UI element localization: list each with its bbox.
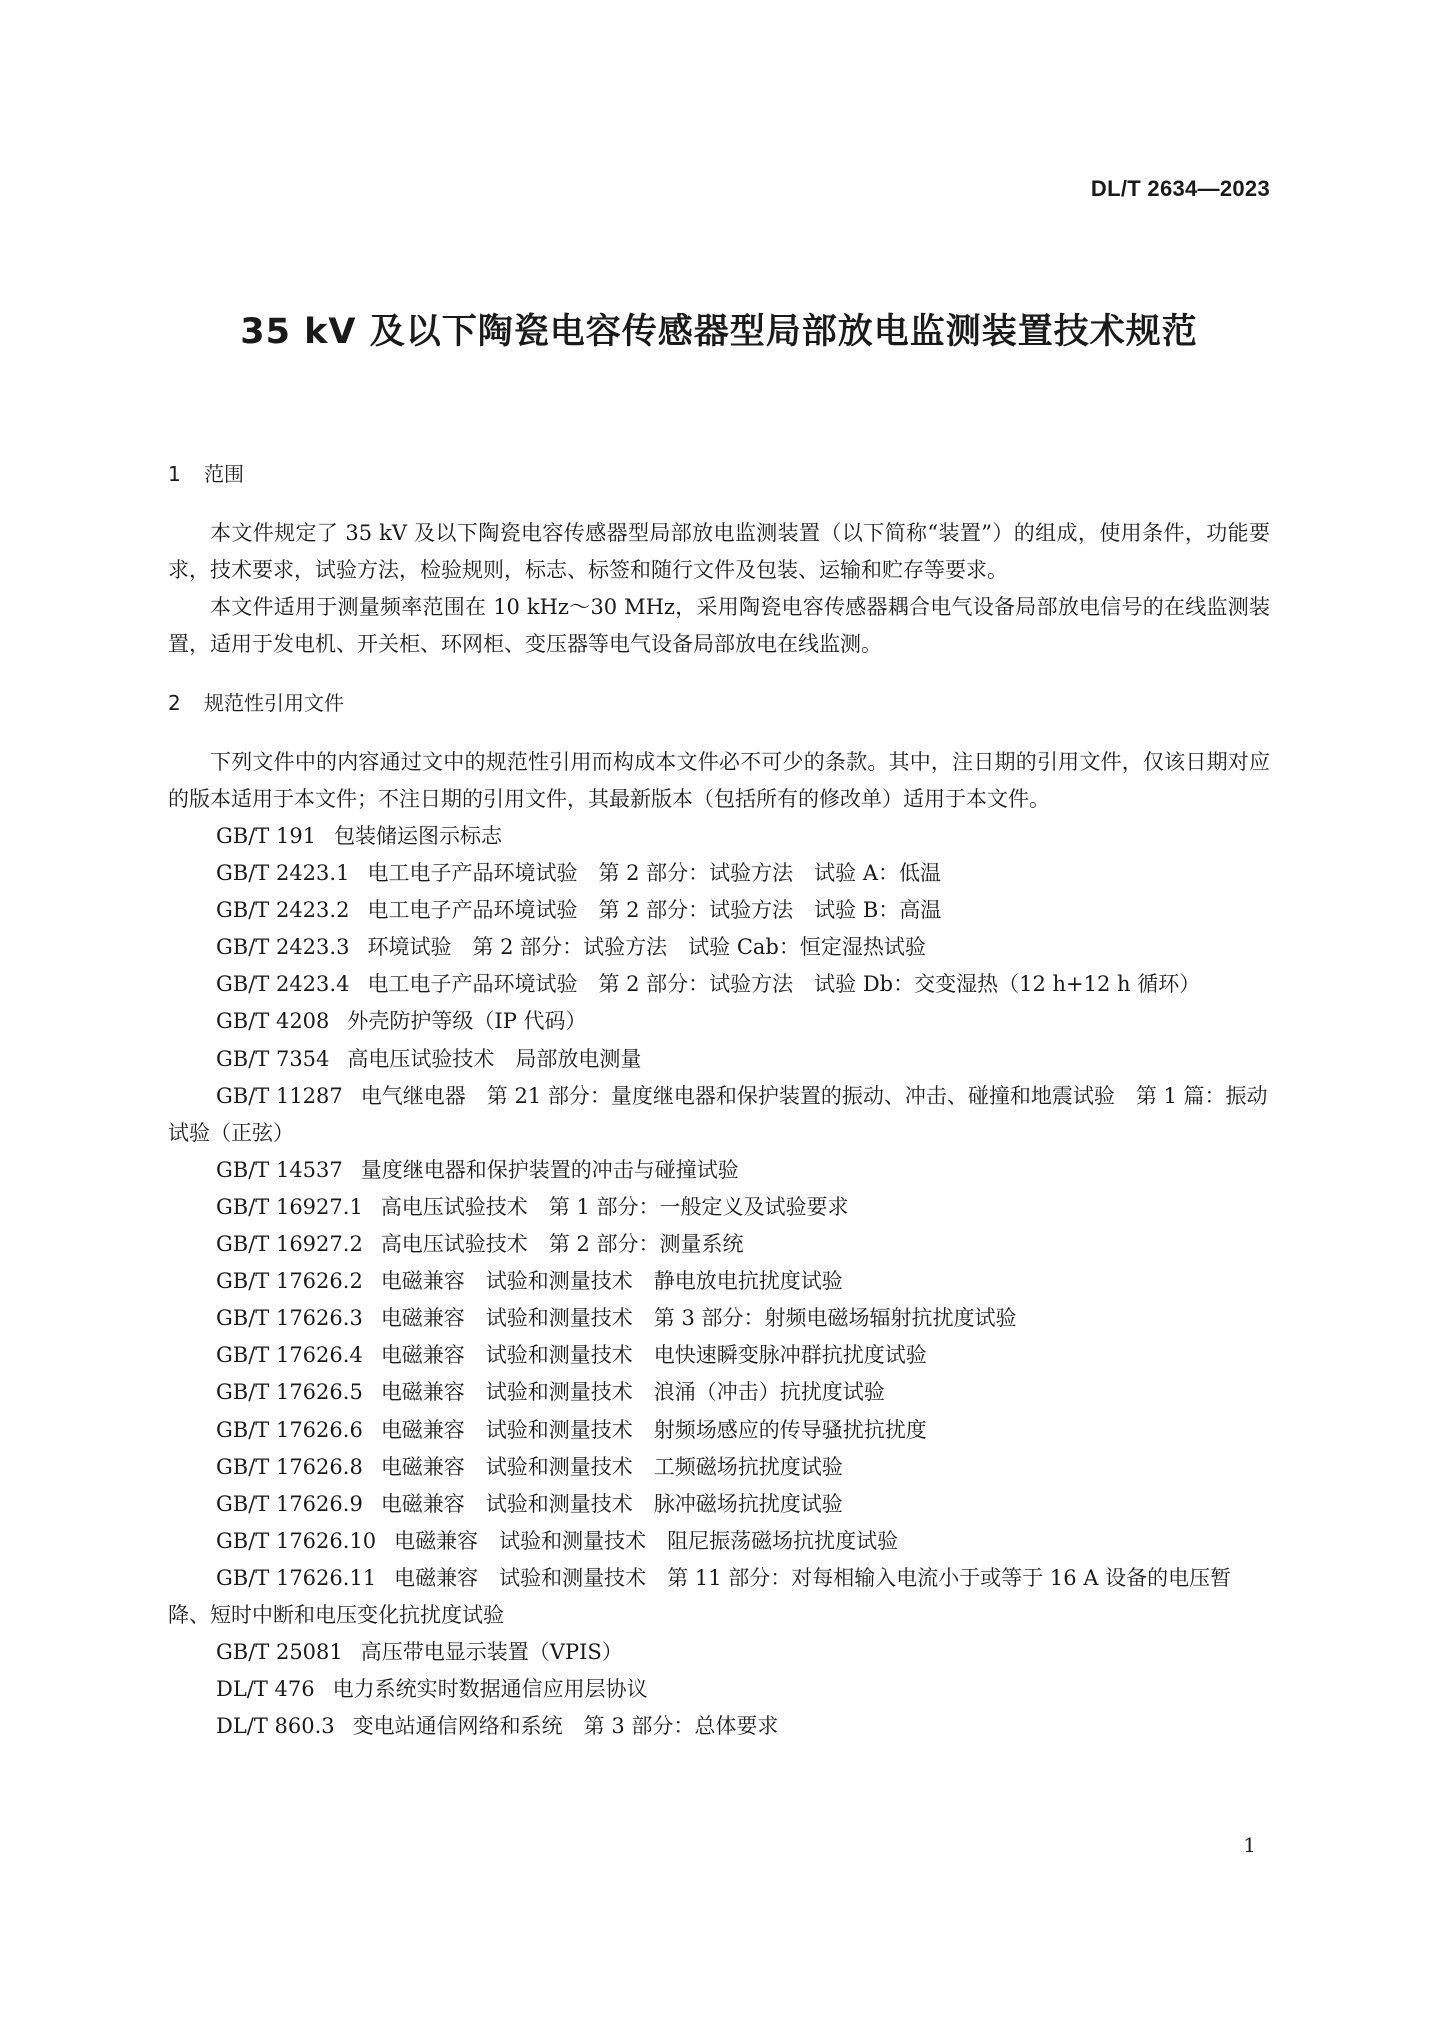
reference-code: GB/T 2423.4: [216, 972, 350, 997]
reference-code: GB/T 4208: [216, 1009, 330, 1034]
reference-code: DL/T 476: [216, 1677, 315, 1702]
reference-code: GB/T 17626.4: [216, 1343, 363, 1368]
reference-code: GB/T 17626.8: [216, 1454, 363, 1479]
reference-title: 变电站通信网络和系统 第 3 部分：总体要求: [352, 1714, 779, 1739]
reference-title: 电磁兼容 试验和测量技术 静电放电抗扰度试验: [380, 1269, 843, 1294]
reference-item: [216, 855, 1270, 892]
reference-item: [216, 1226, 1270, 1263]
reference-item: [216, 1374, 1270, 1411]
reference-code: GB/T 17626.6: [216, 1417, 363, 1442]
reference-item: [216, 966, 1270, 1003]
section-number: 2: [168, 691, 181, 715]
reference-title: 高电压试验技术 第 1 部分：一般定义及试验要求: [380, 1194, 849, 1219]
reference-item: [216, 818, 1270, 855]
standard-code: DL/T 2634—2023: [1090, 176, 1270, 201]
reference-title: 外壳防护等级（IP 代码）: [347, 1009, 587, 1034]
reference-title: 电工电子产品环境试验 第 2 部分：试验方法 试验 Db：交变湿热（12 h+12 h 循环）: [367, 972, 1201, 997]
reference-title: 包装储运图示标志: [334, 824, 503, 848]
reference-title: 量度继电器和保护装置的冲击与碰撞试验: [360, 1157, 739, 1182]
document-title: 35 kV 及以下陶瓷电容传感器型局部放电监测装置技术规范: [240, 312, 1198, 352]
reference-code: GB/T 25081: [216, 1640, 343, 1665]
reference-item: [216, 929, 1270, 966]
reference-item: [216, 1449, 1270, 1486]
section-title: 范围: [204, 462, 244, 486]
reference-item: [216, 1003, 1270, 1040]
reference-title: 高电压试验技术 局部放电测量: [347, 1046, 642, 1071]
reference-item: [216, 1523, 1270, 1560]
reference-item: [216, 1263, 1270, 1300]
reference-title: 电磁兼容 试验和测量技术 工频磁场抗扰度试验: [380, 1454, 843, 1479]
reference-title: 高压带电显示装置（VPIS）: [360, 1640, 623, 1665]
reference-code: GB/T 2423.2: [216, 898, 350, 923]
reference-code: GB/T 16927.1: [216, 1194, 363, 1219]
reference-title: 电磁兼容 试验和测量技术 第 11 部分：对每相输入电流小于或等于 16 A 设备的电压暂降、短时中断和电压变化抗扰度试验: [168, 1565, 1232, 1627]
section-number: 1: [168, 462, 181, 486]
reference-item: [216, 1634, 1270, 1671]
reference-title: 电磁兼容 试验和测量技术 浪涌（冲击）抗扰度试验: [380, 1380, 885, 1405]
reference-code: GB/T 2423.3: [216, 935, 350, 960]
reference-title: 电磁兼容 试验和测量技术 脉冲磁场抗扰度试验: [380, 1491, 843, 1516]
reference-code: GB/T 17626.3: [216, 1306, 363, 1331]
reference-item: [216, 1152, 1270, 1189]
page-number: 1: [1243, 1833, 1256, 1857]
reference-code: GB/T 16927.2: [216, 1232, 363, 1257]
reference-list: [168, 818, 1270, 1745]
reference-title: 电磁兼容 试验和测量技术 射频场感应的传导骚扰抗扰度: [380, 1417, 927, 1442]
reference-title: 电磁兼容 试验和测量技术 电快速瞬变脉冲群抗扰度试验: [380, 1343, 927, 1368]
reference-title: 电工电子产品环境试验 第 2 部分：试验方法 试验 B：高温: [367, 898, 942, 923]
reference-item: [216, 1412, 1270, 1449]
reference-code: GB/T 2423.1: [216, 861, 350, 886]
reference-item: [216, 1486, 1270, 1523]
reference-item: [216, 1300, 1270, 1337]
references-intro: 下列文件中的内容通过文中的规范性引用而构成本文件必不可少的条款。其中，注日期的引用文件，仅该日期对应的版本适用于本文件；不注日期的引用文件，其最新版本（包括所有的修改单）适用于本文件。: [168, 750, 1270, 811]
reference-code: GB/T 11287: [216, 1083, 343, 1108]
reference-title: 电磁兼容 试验和测量技术 第 3 部分：射频电磁场辐射抗扰度试验: [380, 1306, 1017, 1331]
reference-title: 电工电子产品环境试验 第 2 部分：试验方法 试验 A：低温: [367, 861, 942, 886]
reference-item: [216, 1189, 1270, 1226]
reference-code: GB/T 191: [216, 824, 317, 848]
reference-item: [168, 1560, 1270, 1634]
reference-item: [216, 1671, 1270, 1708]
reference-code: GB/T 17626.11: [216, 1565, 377, 1590]
scope-paragraph: 本文件适用于测量频率范围在 10 kHz～30 MHz，采用陶瓷电容传感器耦合电气设备局部放电信号的在线监测装置，适用于发电机、开关柜、环网柜、变压器等电气设备局部放电在线监测。: [168, 595, 1270, 656]
section-2-heading: [168, 685, 1270, 722]
reference-code: GB/T 14537: [216, 1157, 343, 1182]
reference-item: [216, 1337, 1270, 1374]
reference-title: 环境试验 第 2 部分：试验方法 试验 Cab：恒定湿热试验: [367, 935, 926, 960]
reference-code: GB/T 17626.5: [216, 1380, 363, 1405]
reference-item: [168, 1078, 1270, 1152]
reference-code: GB/T 17626.9: [216, 1491, 363, 1516]
reference-code: GB/T 7354: [216, 1046, 330, 1071]
section-1-heading: [168, 456, 1270, 493]
scope-paragraph: 本文件规定了 35 kV 及以下陶瓷电容传感器型局部放电监测装置（以下简称“装置”）的组成，使用条件，功能要求，技术要求，试验方法，检验规则，标志、标签和随行文件及包装、运输和贮存等要求。: [168, 521, 1270, 582]
reference-title: 电磁兼容 试验和测量技术 阻尼振荡磁场抗扰度试验: [394, 1528, 899, 1553]
reference-item: [216, 892, 1270, 929]
reference-item: [216, 1708, 1270, 1745]
document-body: [168, 456, 1270, 1745]
reference-code: DL/T 860.3: [216, 1714, 335, 1739]
reference-code: GB/T 17626.2: [216, 1269, 363, 1294]
reference-title: 高电压试验技术 第 2 部分：测量系统: [380, 1232, 744, 1257]
reference-title: 电力系统实时数据通信应用层协议: [332, 1677, 648, 1702]
section-title: 规范性引用文件: [204, 691, 344, 715]
reference-code: GB/T 17626.10: [216, 1528, 377, 1553]
reference-title: 电气继电器 第 21 部分：量度继电器和保护装置的振动、冲击、碰撞和地震试验 第 1 篇：振动试验（正弦）: [168, 1083, 1268, 1145]
reference-item: [216, 1041, 1270, 1078]
